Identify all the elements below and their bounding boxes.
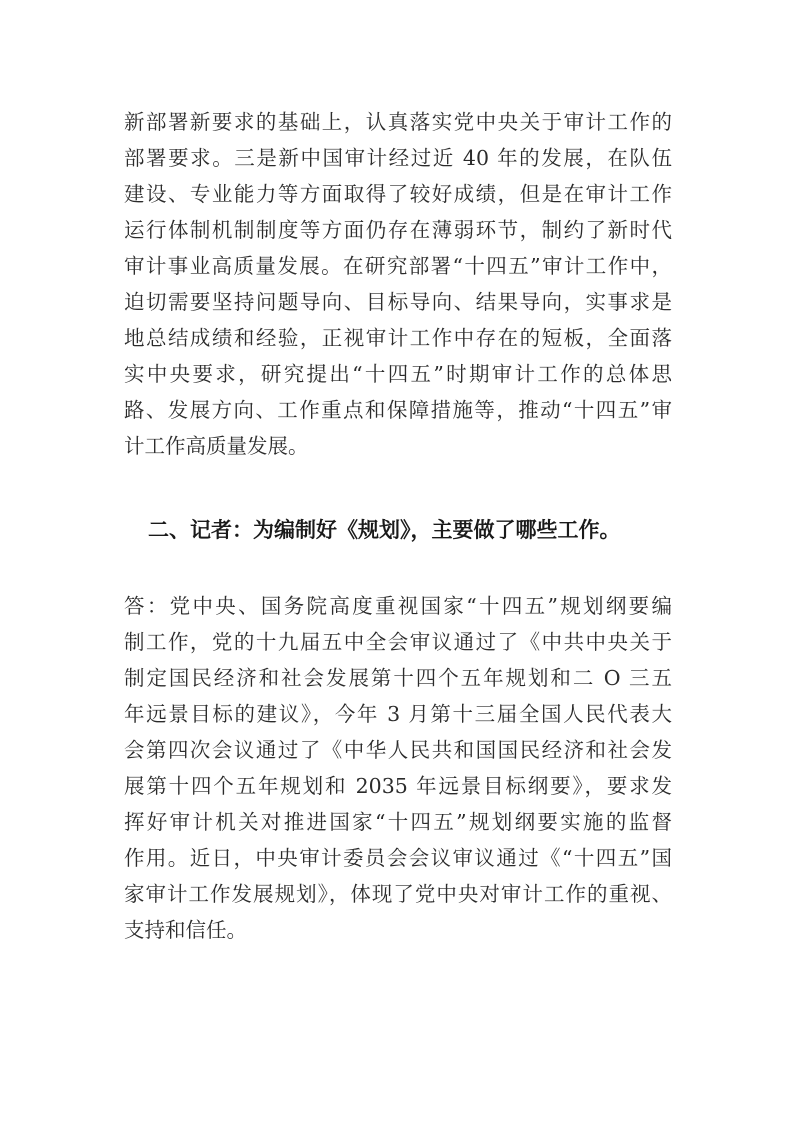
paragraph-line: 部署要求。三是新中国审计经过近 40 年的发展，在队伍	[124, 146, 672, 170]
paragraph-line: 实中央要求，研究提出“十四五”时期审计工作的总体思	[124, 362, 672, 386]
paragraph-line: 支持和信任。	[124, 918, 247, 942]
paragraph-line: 答：党中央、国务院高度重视国家“十四五”规划纲要编	[124, 594, 672, 618]
paragraph-line: 计工作高质量发展。	[124, 434, 309, 458]
paragraph-line: 迫切需要坚持问题导向、目标导向、结果导向，实事求是	[124, 290, 672, 314]
paragraph-line: 审计事业高质量发展。在研究部署“十四五”审计工作中，	[124, 254, 672, 278]
paragraph-line: 路、发展方向、工作重点和保障措施等，推动“十四五”审	[124, 398, 672, 422]
paragraph-line: 会第四次会议通过了《中华人民共和国国民经济和社会发	[124, 738, 672, 762]
paragraph-line: 年远景目标的建议》，今年 3 月第十三届全国人民代表大	[124, 702, 672, 726]
paragraph-line: 运行体制机制制度等方面仍存在薄弱环节，制约了新时代	[124, 218, 672, 242]
paragraph-line: 作用。近日，中央审计委员会会议审议通过《“十四五”国	[124, 846, 672, 870]
paragraph-line: 新部署新要求的基础上，认真落实党中央关于审计工作的	[124, 110, 672, 134]
paragraph-line: 制定国民经济和社会发展第十四个五年规划和二 O 三五	[124, 666, 672, 690]
paragraph-line: 制工作，党的十九届五中全会审议通过了《中共中央关于	[124, 630, 672, 654]
paragraph-line: 展第十四个五年规划和 2035 年远景目标纲要》，要求发	[124, 774, 672, 798]
paragraph-1	[124, 104, 672, 464]
paragraph-line: 地总结成绩和经验，正视审计工作中存在的短板，全面落	[124, 326, 672, 350]
section-heading: 二、记者：为编制好《规划》，主要做了哪些工作。	[148, 518, 621, 542]
paragraph-2	[124, 588, 672, 948]
paragraph-line: 挥好审计机关对推进国家“十四五”规划纲要实施的监督	[124, 810, 672, 834]
paragraph-line: 建设、专业能力等方面取得了较好成绩，但是在审计工作	[124, 182, 672, 206]
paragraph-line: 家审计工作发展规划》，体现了党中央对审计工作的重视、	[124, 882, 672, 906]
